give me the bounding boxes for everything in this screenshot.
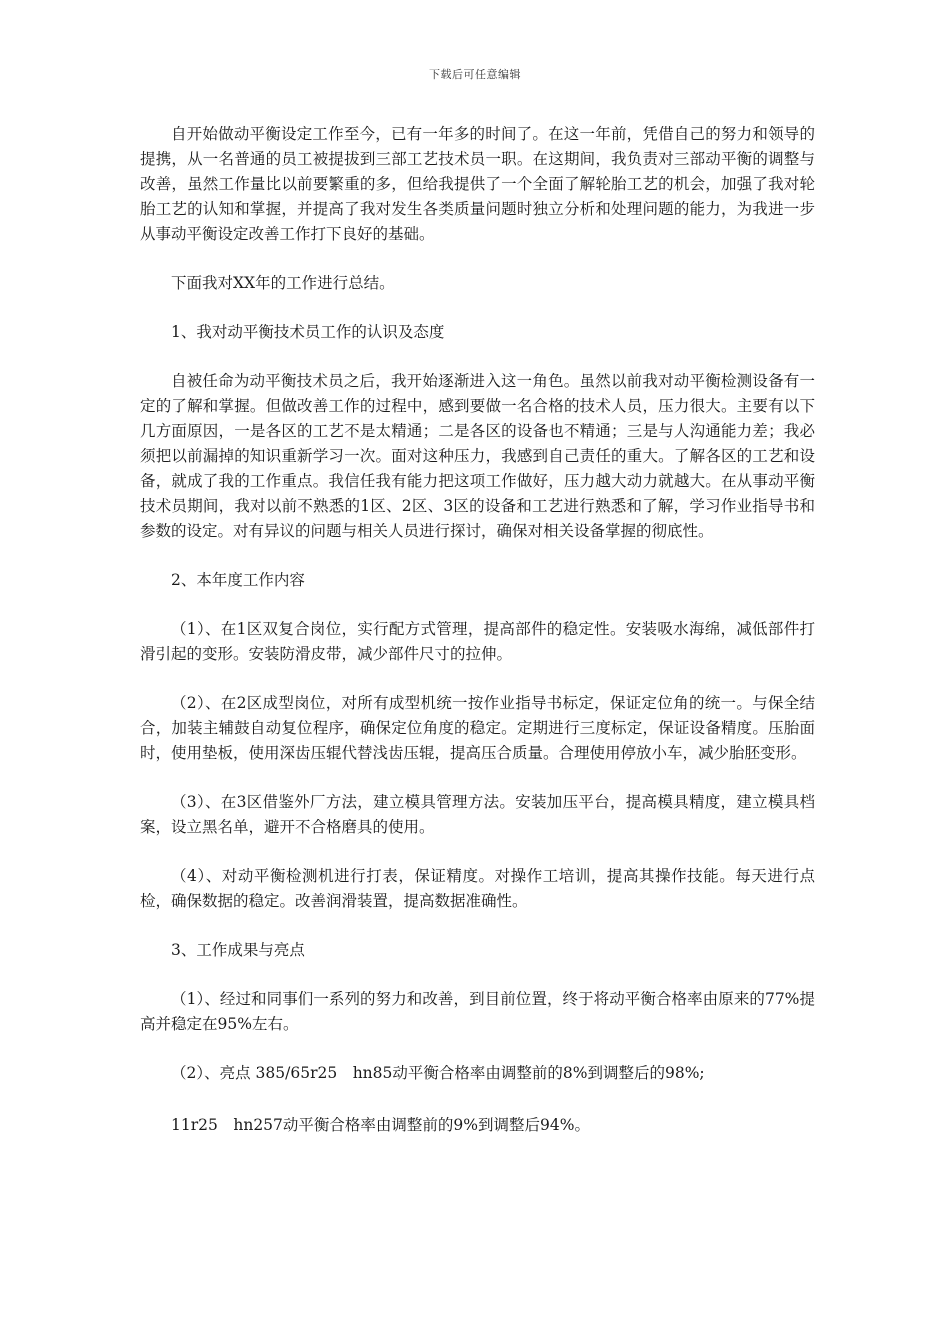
result-item-2-continued: 11r25 hn257动平衡合格率由调整前的9%到调整后94%。 — [171, 1116, 590, 1134]
section-heading-1: 1、我对动平衡技术员工作的认识及态度 — [171, 323, 445, 341]
result-item-2: （2）、亮点 385/65r25 hn85动平衡合格率由调整前的8%到调整后的98%; — [171, 1064, 705, 1082]
work-item-3: （3）、在3区借鉴外厂方法，建立模具管理方法。安装加压平台，提高模具精度，建立模具档案，设立黑名单，避开不合格磨具的使用。 — [140, 793, 815, 836]
work-item-1: （1）、在1区双复合岗位，实行配方式管理，提高部件的稳定性。安装吸水海绵，减低部件打滑引起的变形。安装防滑皮带，减少部件尺寸的拉伸。 — [140, 620, 815, 663]
section-1-body: 自被任命为动平衡技术员之后，我开始逐渐进入这一角色。虽然以前我对动平衡检测设备有一定的了解和掌握。但做改善工作的过程中，感到要做一名合格的技术人员，压力很大。主要有以下几方面原因，一是各区的工艺不是太精通；二是各区的设备也不精通；三是与人沟通能力差；我必须把以前漏掉的知识重新学习一次。面对这种压力，我感到自己责任的重大。了解各区的工艺和设备，就成了我的工作重点。我信任我有能力把这项工作做好，压力越大动力就越大。在从事动平衡技术员期间，我对以前不熟悉的1区、2区、3区的设备和工艺进行熟悉和了解，学习作业指导书和参数的设定。对有异议的问题与相关人员进行探讨，确保对相关设备掌握的彻底性。 — [140, 372, 815, 540]
intro-paragraph: 自开始做动平衡设定工作至今，已有一年多的时间了。在这一年前，凭借自己的努力和领导的提携，从一名普通的员工被提拔到三部工艺技术员一职。在这期间，我负责对三部动平衡的调整与改善，虽然工作量比以前要繁重的多，但给我提供了一个全面了解轮胎工艺的机会，加强了我对轮胎工艺的认知和掌握，并提高了我对发生各类质量问题时独立分析和处理问题的能力，为我进一步从事动平衡设定改善工作打下良好的基础。 — [140, 125, 815, 243]
work-item-4: （4）、对动平衡检测机进行打表，保证精度。对操作工培训，提高其操作技能。每天进行点检，确保数据的稳定。改善润滑装置，提高数据准确性。 — [140, 867, 815, 910]
work-item-2: （2）、在2区成型岗位，对所有成型机统一按作业指导书标定，保证定位角的统一。与保全结合，加装主辅鼓自动复位程序，确保定位角度的稳定。定期进行三度标定，保证设备精度。压胎面时，使用垫板，使用深齿压辊代替浅齿压辊，提高压合质量。合理使用停放小车，减少胎胚变形。 — [140, 694, 815, 762]
section-heading-3: 3、工作成果与亮点 — [171, 941, 305, 959]
result-item-1: （1）、经过和同事们一系列的努力和改善，到目前位置，终于将动平衡合格率由原来的77%提高并稳定在95%左右。 — [140, 990, 815, 1033]
summary-intro: 下面我对XX年的工作进行总结。 — [171, 274, 395, 292]
section-heading-2: 2、本年度工作内容 — [171, 571, 305, 589]
document-body — [140, 122, 815, 1162]
page-header: 下载后可任意编辑 — [429, 68, 521, 81]
